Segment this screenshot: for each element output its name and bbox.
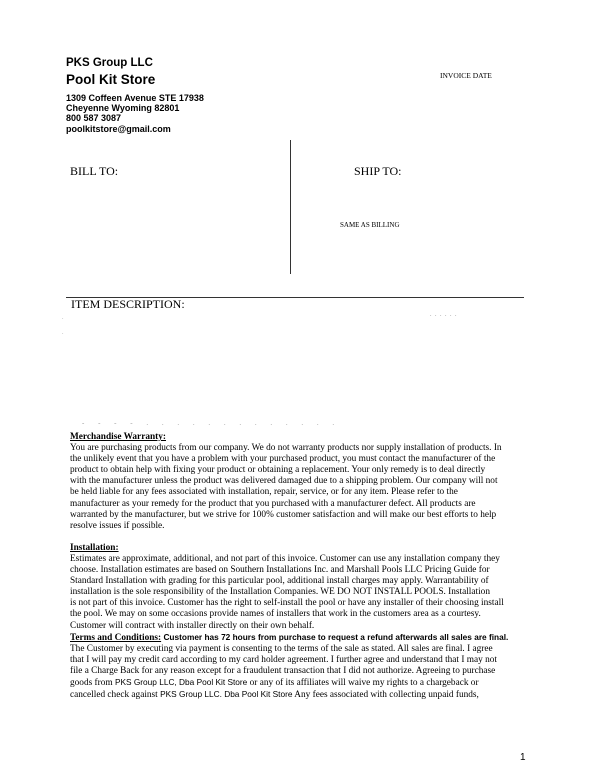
warranty-heading: Merchandise Warranty: xyxy=(70,432,166,442)
store-name: Pool Kit Store xyxy=(66,72,156,87)
installation-line: Standard Installation with grading for this particular pool, additional install charges may apply. Warrantability of xyxy=(70,576,489,587)
terms-heading: Terms and Conditions: xyxy=(70,632,162,643)
faint-dots: . . . . . . xyxy=(430,312,458,318)
warranty-line: with the manufacturer unless the product was delivered damaged due to a shipping problem. Our company will not xyxy=(70,476,498,487)
item-description-label: ITEM DESCRIPTION: xyxy=(71,297,185,311)
terms-line xyxy=(70,689,540,701)
faint-mark: . xyxy=(62,315,64,321)
email-line: poolkitstore@gmail.com xyxy=(66,123,171,134)
company-dba: PKS Group LLC, Dba Pool Kit Store xyxy=(114,676,248,687)
bill-to-label: BILL TO: xyxy=(70,164,119,178)
phone-line: 800 587 3087 xyxy=(66,113,122,124)
warranty-line: product to obtain help with fixing your product or obtaining a replacement. Your only remedy is to deal directly xyxy=(70,465,486,476)
warranty-line: the unlikely event that you have a problem with your purchased product, you must contact the manufacturer of the xyxy=(70,454,496,465)
terms-line: that I will pay my credit card according to my card holder agreement. I further agree and understand that I may not xyxy=(70,654,497,665)
terms-heading-line xyxy=(70,632,540,644)
installation-line: choose. Installation estimates are based on Southern Installations Inc. and Marshall Pools LLC Pricing Guide for xyxy=(70,565,490,576)
refund-policy: Customer has 72 hours from purchase to request a refund afterwards all sales are final. xyxy=(163,631,509,642)
warranty-line: You are purchasing products from our company. We do not warranty products nor supply installation of products. In xyxy=(70,443,502,454)
company-dba: PKS Group LLC. Dba Pool Kit Store xyxy=(160,689,293,700)
page-number: 1 xyxy=(520,752,526,763)
address-line: Cheyenne Wyoming 82801 xyxy=(66,103,180,114)
installation-line: Customer will contract with installer directly on their own behalf. xyxy=(70,620,315,631)
company-name: PKS Group LLC xyxy=(66,57,153,69)
terms-line xyxy=(70,677,540,689)
terms-line: The Customer by executing via payment is consenting to the terms of the sale as stated. All sales are final. I agree xyxy=(70,643,493,654)
installation-line: installation is the sole responsibility of the Installation Companies. WE DO NOT INSTALL POOLS. Installation xyxy=(70,587,490,598)
installation-line: is not part of this invoice. Customer has the right to self-install the pool or have any installer of their choosing install xyxy=(70,598,504,609)
terms-text: goods from xyxy=(70,677,113,688)
ship-to-label: SHIP TO: xyxy=(354,164,402,178)
terms-text: or any of its affiliates will waive my rights to a chargeback or xyxy=(249,677,479,688)
company-address xyxy=(66,93,204,134)
faint-text-fragment: - - - - . . . . . . . . . . . . . xyxy=(82,419,341,427)
invoice-date-label: INVOICE DATE xyxy=(440,71,492,80)
address-line: 1309 Coffeen Avenue STE 17938 xyxy=(66,93,204,103)
terms-text: cancelled check against xyxy=(70,690,158,701)
faint-mark: . xyxy=(62,330,64,336)
warranty-line: warranted by the manufacturer, but we strive for 100% customer satisfaction and will make our best efforts to help xyxy=(70,509,497,520)
warranty-line: be held liable for any fees associated with installation, repair, service, or for any item. Please refer to the xyxy=(70,487,458,498)
installation-line: the pool. We may on some occasions provide names of installers that work in the customers area as a courtesy. xyxy=(70,609,481,620)
warranty-line: resolve issues if possible. xyxy=(70,520,165,531)
ship-to-value: SAME AS BILLING xyxy=(340,221,400,229)
terms-section xyxy=(70,432,540,701)
terms-line: file a Charge Back for any reason except for a fraudulent transaction that I did not authorize. Agreeing to purchase xyxy=(70,665,496,676)
installation-line: Estimates are approximate, additional, and not part of this invoice. Customer can use any installation company they xyxy=(70,553,500,564)
address-divider xyxy=(290,140,291,274)
installation-heading: Installation: xyxy=(70,542,119,553)
warranty-line: manufacturer as your remedy for the product that you purchased with a manufacturer defect. All products are xyxy=(70,498,476,509)
terms-text: Any fees associated with collecting unpaid funds, xyxy=(294,690,479,701)
